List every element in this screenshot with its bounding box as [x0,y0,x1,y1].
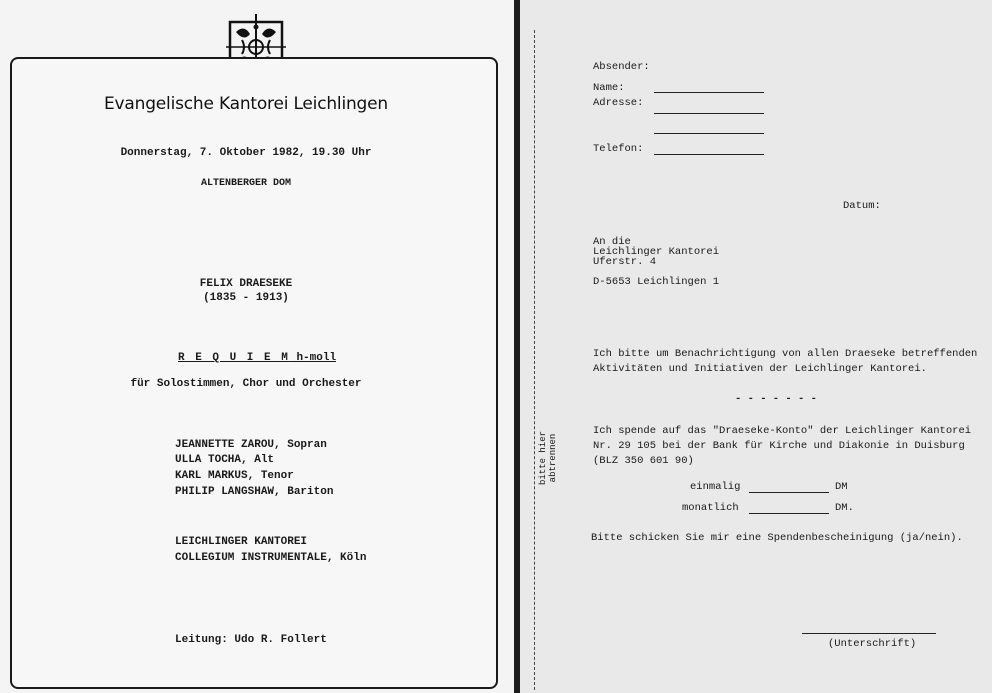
sender-label: Absender: [593,61,650,73]
notify-text: Ich bitte um Benachrichtigung von allen Draeseke betreffenden [593,348,978,360]
program-title: Evangelische Kantorei Leichlingen [104,94,388,114]
donation-text: Ich spende auf das "Draeseke-Konto" der Leichlinger Kantorei [593,425,972,437]
monthly-currency: DM. [835,502,854,514]
recipient-city: D-5653 Leichlingen 1 [593,276,720,288]
ensemble: LEICHLINGER KANTOREI [175,536,308,548]
donation-text: (BLZ 350 601 90) [593,455,694,467]
work-key: h-moll [296,352,337,364]
once-currency: DM [835,481,848,493]
form-page [520,0,992,693]
soloist: KARL MARKUS, Tenor [175,470,294,482]
concert-date: Donnerstag, 7. Oktober 1982, 19.30 Uhr [120,147,372,159]
cut-line [534,30,535,690]
monthly-amount-field[interactable] [749,513,829,514]
separator: - - - - - - - [735,393,817,405]
soloist: ULLA TOCHA, Alt [175,454,275,466]
phone-label: Telefon: [593,143,644,155]
receipt-text: Bitte schicken Sie mir eine Spendenbescheinigung (ja/nein). [591,532,963,544]
ensemble: COLLEGIUM INSTRUMENTALE, Köln [175,552,367,564]
date-label: Datum: [843,200,881,212]
composer-years: (1835 - 1913) [203,292,289,304]
composer-name: FELIX DRAESEKE [199,278,293,290]
conductor: Leitung: Udo R. Follert [175,634,327,646]
monthly-label: monatlich [682,502,739,514]
once-amount-field[interactable] [749,492,829,493]
work-title-line [178,352,336,364]
name-field[interactable] [654,92,764,93]
donation-text: Nr. 29 105 bei der Bank für Kirche und Diakonie in Duisburg [593,440,965,452]
work-scoring: für Solostimmen, Chor und Orchester [130,378,362,390]
name-label: Name: [593,82,625,94]
work-title: R E Q U I E M [178,352,290,364]
concert-venue: ALTENBERGER DOM [200,178,291,189]
once-label: einmalig [690,481,741,493]
recipient-line: Leichlinger Kantorei [593,246,720,258]
address-field-1[interactable] [654,113,764,114]
signature-label: (Unterschrift) [828,638,917,650]
notify-text: Aktivitäten und Initiativen der Leichlinger Kantorei. [593,363,927,375]
address-label: Adresse: [593,97,644,109]
cut-label: bitte hier abtrennen [538,418,558,498]
phone-field[interactable] [654,154,764,155]
recipient-line: An die [593,236,631,248]
soloist: PHILIP LANGSHAW, Bariton [175,486,334,498]
address-field-2[interactable] [654,133,764,134]
recipient-line: Uferstr. 4 [593,256,657,268]
signature-field[interactable] [802,633,936,634]
soloist: JEANNETTE ZAROU, Sopran [175,439,327,451]
